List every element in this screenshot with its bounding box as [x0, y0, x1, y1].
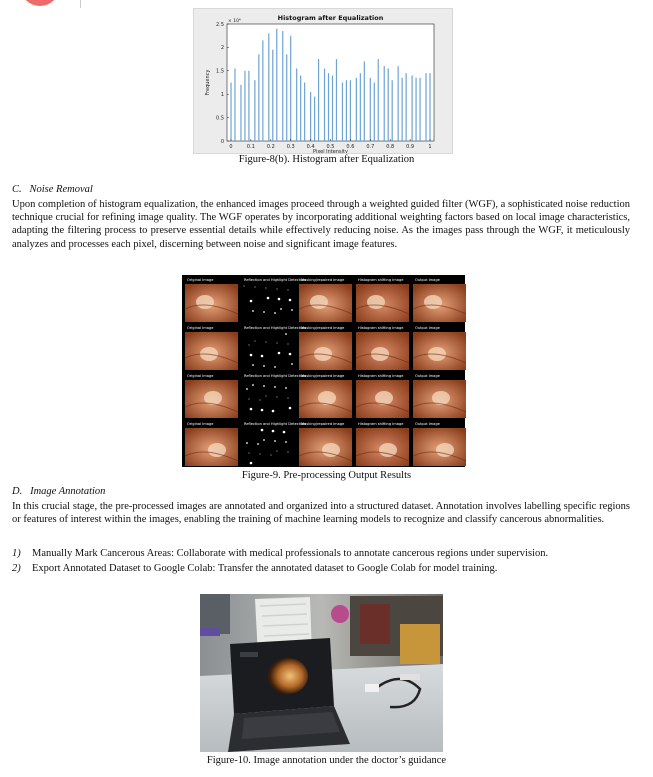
- grid-column-label: Masking/repaired image: [301, 422, 345, 426]
- section-c-title: Noise Removal: [29, 184, 93, 195]
- grid-column-label: Masking/repaired image: [301, 278, 345, 282]
- section-c-heading: [12, 184, 93, 195]
- histogram-bar: [282, 31, 283, 141]
- grid-column-label: Output Image: [415, 326, 440, 330]
- y-tick-label: 2.5: [216, 21, 224, 28]
- histogram-bar: [244, 71, 245, 141]
- list-item-number: 2): [12, 563, 21, 574]
- histogram-bar: [356, 78, 357, 141]
- histogram-bar: [310, 92, 311, 141]
- grid-image-cell: [413, 428, 466, 466]
- section-d-paragraph: In this crucial stage, the pre-processed images are annotated and organized into a structured dataset. Annotation involves labelling specific regions or features of interest within the images, enabling the training of machine learning models to recognize and classify cancerous abnormalities.: [12, 501, 630, 526]
- grid-column-label: Reflection and Highlight Detection: [244, 374, 306, 378]
- histogram-bar: [392, 80, 393, 141]
- grid-image-cell: [242, 284, 295, 322]
- desk-object: [365, 684, 379, 692]
- grid-column-label: Masking/repaired image: [301, 374, 345, 378]
- y-tick-label: 1: [220, 92, 224, 98]
- grid-column-label: Histogram shifting Image: [358, 374, 404, 378]
- grid-column-label: Histogram shifting Image: [358, 422, 404, 426]
- histogram-bar: [262, 40, 263, 141]
- histogram-bar: [254, 80, 255, 141]
- histogram-bar: [290, 36, 291, 141]
- histogram-bar: [402, 78, 403, 141]
- divider: [80, 0, 81, 8]
- grid-column-label: Original Image: [187, 326, 214, 330]
- grid-column-label: Masking/repaired image: [301, 326, 345, 330]
- grid-image-cell: [185, 380, 238, 418]
- x-tick-label: 0.9: [406, 144, 415, 150]
- x-tick-label: 1: [428, 144, 432, 150]
- grid-column-label: Reflection and Highlight Detection: [244, 278, 306, 282]
- screen-panel: [240, 652, 258, 657]
- x-tick-label: 0.1: [246, 144, 255, 150]
- histogram-bar: [304, 83, 305, 142]
- grid-column-label: Output Image: [415, 278, 440, 282]
- grid-image-cell: [413, 284, 466, 322]
- histogram-bar: [346, 80, 347, 141]
- grid-image-cell: [413, 380, 466, 418]
- y-tick-label: 2: [220, 45, 224, 52]
- histogram-bar: [398, 66, 399, 141]
- histogram-bar: [350, 80, 351, 141]
- histogram-bar: [268, 33, 269, 141]
- list-item-number: 1): [12, 548, 21, 559]
- grid-image-cell: [299, 332, 352, 370]
- grid-image-cell: [356, 380, 409, 418]
- endoscopy-image: [268, 658, 308, 694]
- section-d-number: D.: [12, 486, 23, 497]
- histogram-bar: [419, 78, 420, 141]
- grid-image-cell: [356, 332, 409, 370]
- grid-column-label: Output Image: [415, 422, 440, 426]
- histogram-bar: [411, 75, 412, 141]
- histogram-figure: [193, 8, 453, 154]
- histogram-bar: [360, 73, 361, 141]
- grid-image-cell: [299, 380, 352, 418]
- chart-title: Histogram after Equalization: [277, 14, 384, 22]
- histogram-bar: [324, 68, 325, 141]
- list-item: [12, 547, 632, 560]
- figure8-caption: Figure-8(b). Histogram after Equalization: [238, 154, 415, 165]
- histogram-bar: [406, 73, 407, 141]
- y-tick-label: 0.5: [216, 115, 224, 122]
- grid-image-cell: [356, 284, 409, 322]
- grid-image-cell: [185, 428, 238, 466]
- grid-column-label: Original Image: [187, 374, 214, 378]
- grid-image-cell: [299, 428, 352, 466]
- histogram-chart: [194, 9, 452, 153]
- grid-column-label: Histogram shifting Image: [358, 326, 404, 330]
- histogram-bar: [425, 73, 426, 141]
- plot-area: [227, 24, 434, 141]
- section-c-paragraph: Upon completion of histogram equalization, the enhanced images proceed through a weighted guided filter (WGF), a sophisticated noise reduction technique crucial for refining image quality. The WGF operates by incorporating additional weighting factors based on local image characteristics, adapting the filtering process to preserve essential details while effectively reducing noise. As the images pass through the WGF, it meticulously analyzes and processes each pixel, discerning between noise and significant image features.: [12, 199, 630, 250]
- x-tick-label: 0.6: [346, 144, 355, 150]
- x-tick-label: 0.3: [286, 144, 295, 150]
- grid-column-label: Original Image: [187, 422, 214, 426]
- histogram-bar: [328, 73, 329, 141]
- x-tick-label: 0.5: [326, 144, 335, 150]
- grid-column-label: Reflection and Highlight Detection: [244, 326, 306, 330]
- desk-object: [400, 674, 420, 680]
- histogram-bar: [374, 83, 375, 142]
- histogram-bar: [296, 68, 297, 141]
- histogram-bar: [240, 85, 241, 141]
- grid-image-cell: [242, 380, 295, 418]
- x-tick-label: 0.8: [386, 144, 395, 150]
- x-tick-label: 0.4: [306, 144, 315, 150]
- grid-image-cell: [356, 428, 409, 466]
- histogram-bar: [336, 59, 337, 141]
- histogram-bar: [342, 83, 343, 142]
- histogram-bar: [370, 78, 371, 141]
- shelf-items: [360, 604, 390, 644]
- histogram-bar: [429, 73, 430, 141]
- x-tick-label: 0: [229, 144, 233, 150]
- section-d-title: Image Annotation: [30, 486, 106, 497]
- screen-glow: [200, 628, 220, 636]
- histogram-bar: [388, 68, 389, 141]
- grid-column-label: Original Image: [187, 278, 214, 282]
- list-item-text: Manually Mark Cancerous Areas: Collaborate with medical professionals to annotate cancerous regions under supervision.: [32, 548, 549, 559]
- histogram-bar: [384, 66, 385, 141]
- figure10-caption: Figure-10. Image annotation under the doctor’s guidance: [206, 755, 447, 766]
- x-tick-label: 0.2: [266, 144, 275, 150]
- grid-column-label: Output Image: [415, 374, 440, 378]
- section-d-heading: [12, 486, 105, 497]
- histogram-bar: [300, 75, 301, 141]
- grid-image-cell: [242, 332, 295, 370]
- histogram-bar: [258, 54, 259, 141]
- histogram-bar: [378, 59, 379, 141]
- grid-column-label: Histogram shifting Image: [358, 278, 404, 282]
- section-c-number: C.: [12, 184, 22, 195]
- list-item: [12, 562, 632, 575]
- histogram-bar: [415, 78, 416, 141]
- flowers: [331, 605, 349, 623]
- y-tick-label: 1.5: [216, 68, 224, 75]
- grid-image-cell: [299, 284, 352, 322]
- histogram-bar: [314, 97, 315, 141]
- preprocessing-grid: [182, 275, 465, 467]
- list-item-text: Export Annotated Dataset to Google Colab: Transfer the annotated dataset to Google Colab for model training.: [32, 563, 498, 574]
- histogram-bar: [272, 50, 273, 141]
- grid-image-cell: [185, 284, 238, 322]
- x-axis-label: Pixel Intensity: [313, 149, 348, 153]
- grid-column-label: Reflection and Highlight Detection: [244, 422, 306, 426]
- histogram-bar: [332, 75, 333, 141]
- histogram-bar: [276, 29, 277, 141]
- histogram-bar: [318, 59, 319, 141]
- histogram-bar: [230, 83, 231, 142]
- histogram-bar: [364, 61, 365, 141]
- grid-image-cell: [185, 332, 238, 370]
- grid-image-cell: [413, 332, 466, 370]
- photo-illustration: [200, 594, 443, 752]
- logo-fragment: [20, 0, 60, 6]
- grid-image-cell: [242, 428, 295, 466]
- y-axis-label: Frequency: [205, 69, 211, 96]
- annotation-photo: [200, 594, 443, 752]
- y-multiplier: × 10⁴: [228, 19, 241, 24]
- histogram-bar: [234, 68, 235, 141]
- picture-frame: [400, 624, 440, 664]
- y-tick-label: 0: [220, 138, 224, 145]
- figure9-caption: Figure-9. Pre-processing Output Results: [241, 470, 412, 481]
- x-tick-label: 0.7: [366, 144, 375, 150]
- histogram-bar: [286, 54, 287, 141]
- histogram-bar: [248, 71, 249, 141]
